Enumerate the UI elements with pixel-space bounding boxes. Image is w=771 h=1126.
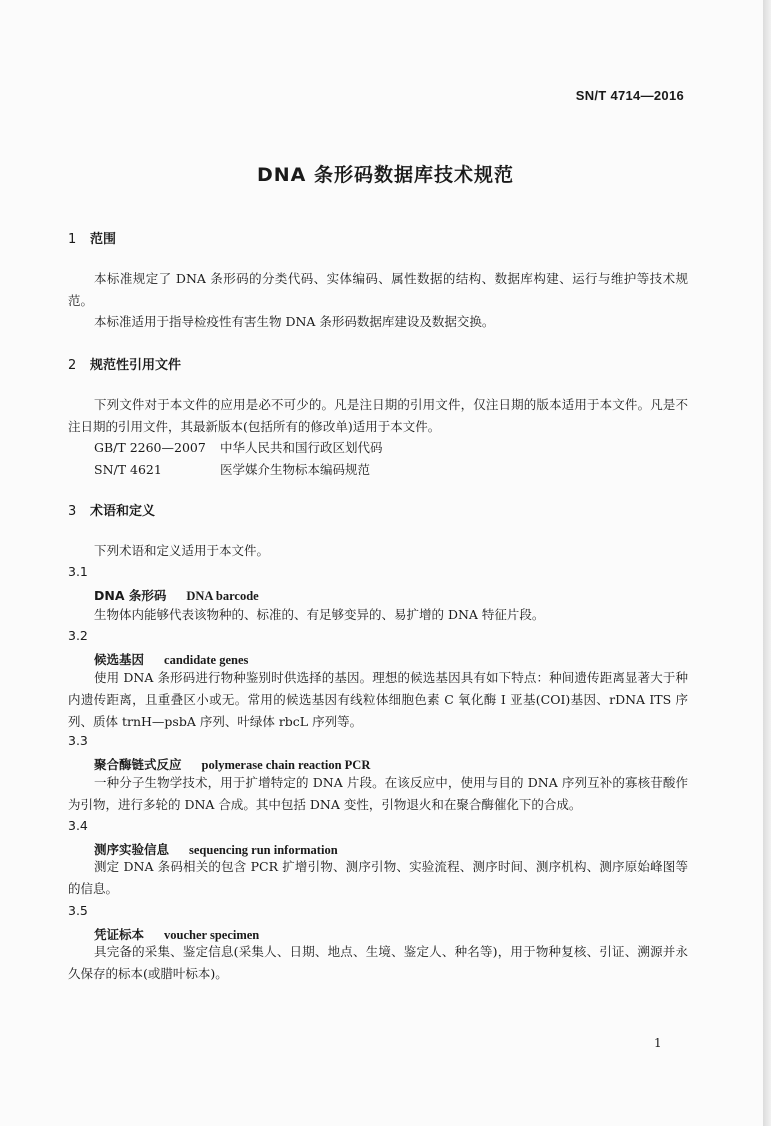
term-definition: 测定 DNA 条码相关的包含 PCR 扩增引物、测序引物、实验流程、测序时间、测序机构、测序原始峰图等的信息。 <box>68 859 688 896</box>
term-zh: 候选基因 <box>94 652 145 667</box>
term-heading <box>94 586 259 604</box>
section-number: 2 <box>68 358 77 373</box>
page-edge <box>763 0 771 1126</box>
reference-name: 医学媒介生物标本编码规范 <box>220 462 371 477</box>
term-zh: 凭证标本 <box>94 927 145 942</box>
standard-code: SN/T 4714—2016 <box>575 88 684 103</box>
term-definition: 具完备的采集、鉴定信息(采集人、日期、地点、生境、鉴定人、种名等)，用于物种复核、引证、溯源并永久保存的标本(或腊叶标本)。 <box>68 944 688 981</box>
reference-name: 中华人民共和国行政区划代码 <box>220 440 383 455</box>
term-number: 3.1 <box>68 564 88 579</box>
reference-entry <box>94 459 688 481</box>
term-en: polymerase chain reaction PCR <box>201 758 371 772</box>
term-zh: 聚合酶链式反应 <box>94 757 182 772</box>
term-en: DNA barcode <box>186 589 259 603</box>
term-heading <box>94 755 370 773</box>
paragraph: 本标准适用于指导检疫性有害生物 DNA 条形码数据库建设及数据交换。 <box>94 314 495 329</box>
term-en: candidate genes <box>164 653 249 667</box>
term-number: 3.2 <box>68 628 88 643</box>
term-zh: 测序实验信息 <box>94 842 170 857</box>
section-heading-normative-references <box>68 354 181 373</box>
term-definition: 生物体内能够代表该物种的、标准的、有足够变异的、易扩增的 DNA 特征片段。 <box>94 607 545 622</box>
term-zh: DNA 条形码 <box>94 588 167 603</box>
term-heading <box>94 650 248 668</box>
section-title: 规范性引用文件 <box>90 358 182 373</box>
term-number: 3.4 <box>68 818 88 833</box>
paragraph: 本标准规定了 DNA 条形码的分类代码、实体编码、属性数据的结构、数据库构建、运行与维护等技术规范。 <box>68 271 688 308</box>
reference-entry <box>94 437 688 459</box>
paragraph: 下列文件对于本文件的应用是必不可少的。凡是注日期的引用文件，仅注日期的版本适用于本文件。凡是不注日期的引用文件，其最新版本(包括所有的修改单)适用于本文件。 <box>68 397 688 434</box>
term-number: 3.3 <box>68 733 88 748</box>
section-number: 3 <box>68 504 77 519</box>
page-number: 1 <box>654 1036 662 1050</box>
term-definition: 使用 DNA 条形码进行物种鉴别时供选择的基因。理想的候选基因具有如下特点：种间遗传距离显著大于种内遗传距离，且重叠区小或无。常用的候选基因有线粒体细胞色素 C 氧化酶 I 亚基(COI)基因、rDNA ITS 序列、质体 trnH—psbA 序列、叶绿体 rbcL 序列等。 <box>68 670 688 729</box>
section-number: 1 <box>68 232 77 247</box>
section-heading-terms <box>68 500 155 519</box>
reference-code: GB/T 2260—2007 <box>94 440 206 455</box>
section-title: 术语和定义 <box>90 504 156 519</box>
term-en: voucher specimen <box>164 928 260 942</box>
section-title: 范围 <box>90 232 117 247</box>
term-number: 3.5 <box>68 903 88 918</box>
paragraph: 下列术语和定义适用于本文件。 <box>94 543 270 558</box>
section-heading-scope <box>68 228 116 247</box>
term-en: sequencing run information <box>189 843 338 857</box>
reference-code: SN/T 4621 <box>94 462 162 477</box>
page-title: DNA 条形码数据库技术规范 <box>257 164 514 186</box>
term-definition: 一种分子生物学技术，用于扩增特定的 DNA 片段。在该反应中，使用与目的 DNA 序列互补的寡核苷酸作为引物，进行多轮的 DNA 合成。其中包括 DNA 变性，引物退火和在聚合酶催化下的合成。 <box>68 775 688 812</box>
